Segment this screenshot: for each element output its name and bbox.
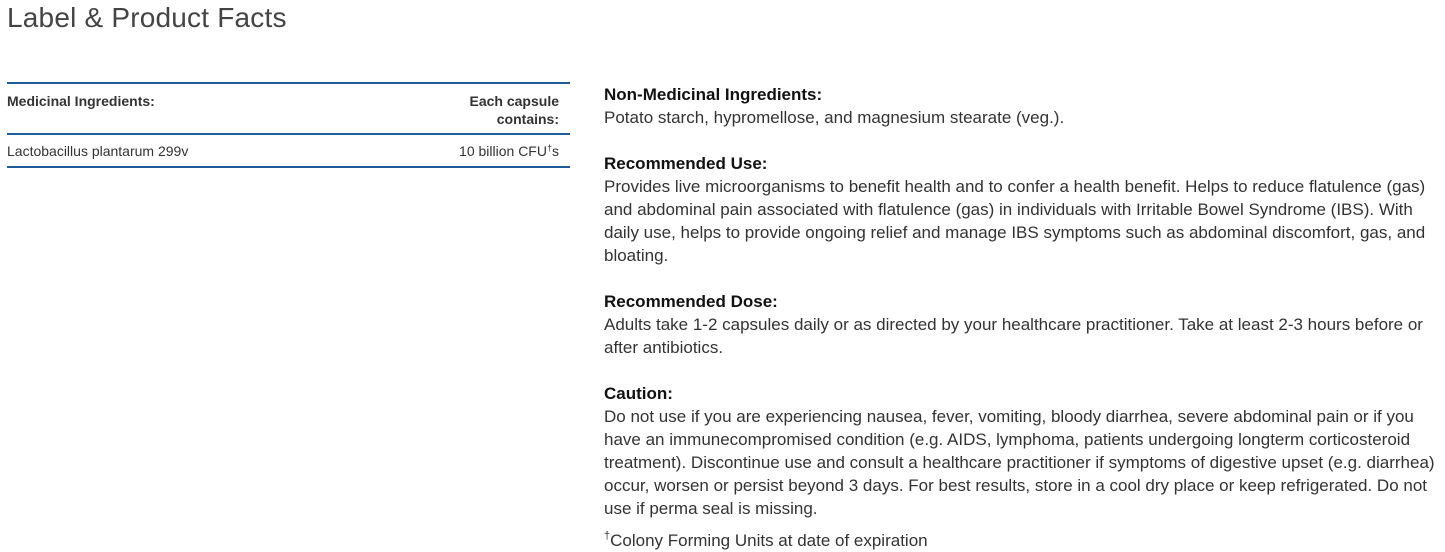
footnote-text: Colony Forming Units at date of expiration: [610, 531, 928, 550]
product-facts: [604, 83, 1444, 552]
section-text: Provides live microorganisms to benefit health and to confer a health benefit. Helps to reduce flatulence (gas) and abdominal pain associated with flatulence (gas) in individuals with Irritable Bowel Syndrome (IBS). With daily use, helps to provide ongoing relief and manage IBS symptoms such as abdominal discomfort, gas, and bloating.: [604, 177, 1426, 265]
caution-section: [604, 382, 1444, 520]
table-header-row: [7, 83, 570, 134]
page-title: Label & Product Facts: [7, 2, 287, 33]
column-header-amount: Each capsule contains:: [469, 93, 559, 127]
section-heading: Caution:: [604, 384, 673, 403]
section-text: Adults take 1-2 capsules daily or as directed by your healthcare practitioner. Take at least 2-3 hours before or after antibiotics.: [604, 315, 1423, 357]
section-text: Potato starch, hypromellose, and magnesium stearate (veg.).: [604, 108, 1065, 127]
section-text: Do not use if you are experiencing nausea, fever, vomiting, bloody diarrhea, severe abdominal pain or if you have an immunecompromised condition (e.g. AIDS, lymphoma, patients undergoing longterm corticosteroid treatment). Discontinue use and consult a healthcare practitioner if symptoms of digestive upset (e.g. diarrhea) occur, worsen or persist beyond 3 days. For best results, store in a cool dry place or keep refrigerated. Do not use if perma seal is missing.: [604, 407, 1435, 518]
amount-suffix: s: [552, 143, 559, 159]
dagger-mark: †: [546, 143, 552, 153]
ingredient-amount: [449, 134, 570, 167]
cfu-footnote: [604, 529, 1444, 552]
medicinal-ingredients-table: [7, 82, 570, 168]
dagger-mark: †: [604, 530, 611, 542]
table-row: [7, 134, 570, 167]
non-medicinal-ingredients-section: [604, 83, 1444, 129]
amount-value: 10 billion CFU: [459, 143, 547, 159]
section-heading: Recommended Use:: [604, 154, 768, 173]
section-heading: Non-Medicinal Ingredients:: [604, 85, 823, 104]
ingredient-name: Lactobacillus plantarum 299v: [7, 143, 189, 159]
recommended-use-section: [604, 152, 1444, 267]
recommended-dose-section: [604, 290, 1444, 359]
section-heading: Recommended Dose:: [604, 292, 778, 311]
column-header-ingredient: Medicinal Ingredients:: [7, 93, 155, 109]
